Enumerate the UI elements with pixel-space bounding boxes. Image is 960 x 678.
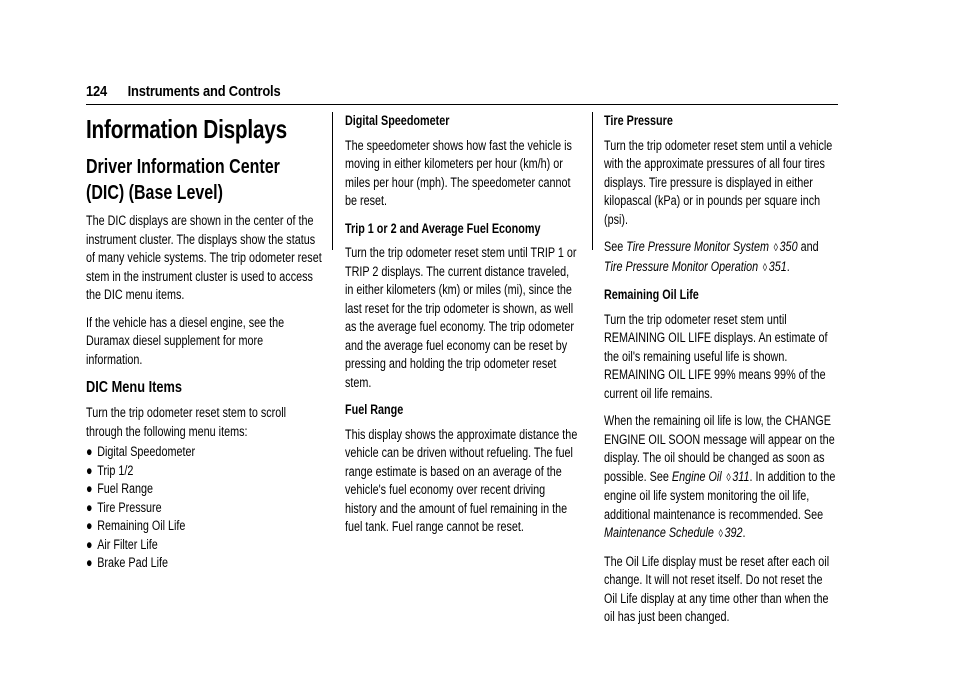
speedometer-paragraph: The speedometer shows how fast the vehicle is moving in either kilometers per hour (km/h) or miles per hour (mph). The speedometer cannot be reset. bbox=[345, 137, 572, 208]
page-ref-icon: ◊ bbox=[726, 471, 731, 484]
bullet-icon: ● bbox=[86, 462, 93, 478]
fuel-range-heading: Fuel Range bbox=[345, 402, 404, 417]
list-item: ● Air Filter Life bbox=[86, 536, 322, 555]
fuel-range-paragraph: This display shows the approximate distance the vehicle can be driven without refueling. The fuel range estimate is based on an average of the vehicle's fuel economy over recent driving history and the amount of fuel remaining in the fuel tank. Fuel range cannot be reset. bbox=[345, 426, 578, 534]
column-1 bbox=[86, 112, 322, 573]
trip-paragraph: Turn the trip odometer reset stem until TRIP 1 or TRIP 2 displays. The current distance traveled, in either kilometers (km) or miles (mi), since the last reset for the trip odometer is shown, as well as the average fuel economy. The trip odometer and the average fuel economy can be reset by pressing and holding the trip odometer reset stem. bbox=[345, 245, 577, 390]
list-item: ● Digital Speedometer bbox=[86, 443, 322, 462]
list-item: ● Tire Pressure bbox=[86, 499, 322, 518]
oil-life-paragraph-1: Turn the trip odometer reset stem until REMAINING OIL LIFE displays. An estimate of the oil's remaining useful life is shown. REMAINING OIL LIFE 99% means 99% of the current oil life remains. bbox=[604, 311, 828, 401]
column-3 bbox=[604, 112, 838, 636]
page-ref-icon: ◊ bbox=[762, 261, 768, 274]
link-tire-pressure-monitor-operation[interactable]: Tire Pressure Monitor Operation bbox=[604, 258, 759, 274]
column-divider-2 bbox=[592, 112, 593, 250]
digital-speedometer-heading: Digital Speedometer bbox=[345, 113, 450, 128]
page-ref-icon: ◊ bbox=[773, 242, 778, 254]
link-maintenance-schedule[interactable]: Maintenance Schedule bbox=[604, 525, 714, 540]
bullet-icon: ● bbox=[86, 536, 93, 552]
column-2 bbox=[345, 112, 579, 546]
bullet-icon: ● bbox=[86, 499, 93, 515]
bullet-icon: ● bbox=[86, 481, 93, 496]
page-ref[interactable]: 392 bbox=[724, 525, 743, 540]
menu-heading: DIC Menu Items bbox=[86, 379, 183, 396]
page-number: 124 bbox=[86, 83, 108, 100]
page-ref[interactable]: 351 bbox=[768, 258, 787, 274]
list-item: ● Trip 1/2 bbox=[86, 462, 322, 481]
menu-intro: Turn the trip odometer reset stem to scroll through the following menu items: bbox=[86, 405, 287, 439]
oil-life-paragraph-2: When the remaining oil life is low, the CHANGE ENGINE OIL SOON message will appear on the display. The oil should be changed as soon as possible. See Engine Oil ◊ 311. In addition to the engine oil life system monitoring the oil life, additional maintenance is recommended. See Maintenance Schedule ◊ 392. bbox=[604, 413, 836, 540]
menu-item-list bbox=[86, 443, 322, 573]
section-heading: Driver Information Center (DIC) (Base Level) bbox=[86, 156, 280, 204]
list-item: ● Brake Pad Life bbox=[86, 554, 322, 573]
link-tire-pressure-monitor-system[interactable]: Tire Pressure Monitor System bbox=[626, 239, 769, 254]
list-item: ● Remaining Oil Life bbox=[86, 517, 322, 536]
page-ref[interactable]: 350 bbox=[779, 239, 798, 254]
link-engine-oil[interactable]: Engine Oil bbox=[671, 468, 722, 484]
list-item: ● Fuel Range bbox=[86, 480, 322, 499]
trip-heading: Trip 1 or 2 and Average Fuel Economy bbox=[345, 220, 541, 236]
bullet-icon: ● bbox=[86, 555, 93, 570]
page-ref-icon: ◊ bbox=[718, 528, 723, 540]
page-ref[interactable]: 311 bbox=[732, 468, 750, 484]
page-title: Information Displays bbox=[86, 114, 287, 144]
column-divider-1 bbox=[332, 112, 333, 250]
header-rule bbox=[86, 104, 838, 105]
dic-intro-paragraph: The DIC displays are shown in the center of the instrument cluster. The displays show the status of many vehicle systems. The trip odometer reset stem in the instrument cluster is used to access the DIC menu items. bbox=[86, 213, 322, 302]
page-header bbox=[86, 83, 733, 105]
tire-pressure-refs: See Tire Pressure Monitor System ◊ 350 and Tire Pressure Monitor Operation ◊ 351. bbox=[604, 239, 819, 274]
remaining-oil-life-heading: Remaining Oil Life bbox=[604, 287, 699, 302]
bullet-icon: ● bbox=[86, 444, 93, 459]
oil-life-paragraph-3: The Oil Life display must be reset after each oil change. It will not reset itself. Do not reset the Oil Life display at any time other than when the oil has just been changed. bbox=[604, 553, 830, 624]
section-title: Instruments and Controls bbox=[127, 83, 281, 100]
bullet-icon: ● bbox=[86, 518, 93, 533]
tire-pressure-heading: Tire Pressure bbox=[604, 113, 673, 128]
tire-pressure-paragraph: Turn the trip odometer reset stem until a vehicle with the approximate pressures of all four tires displays. Tire pressure is displayed in either kilopascal (kPa) or in pounds per square inch (psi). bbox=[604, 137, 833, 227]
diesel-note-paragraph: If the vehicle has a diesel engine, see the Duramax diesel supplement for more information. bbox=[86, 314, 285, 367]
